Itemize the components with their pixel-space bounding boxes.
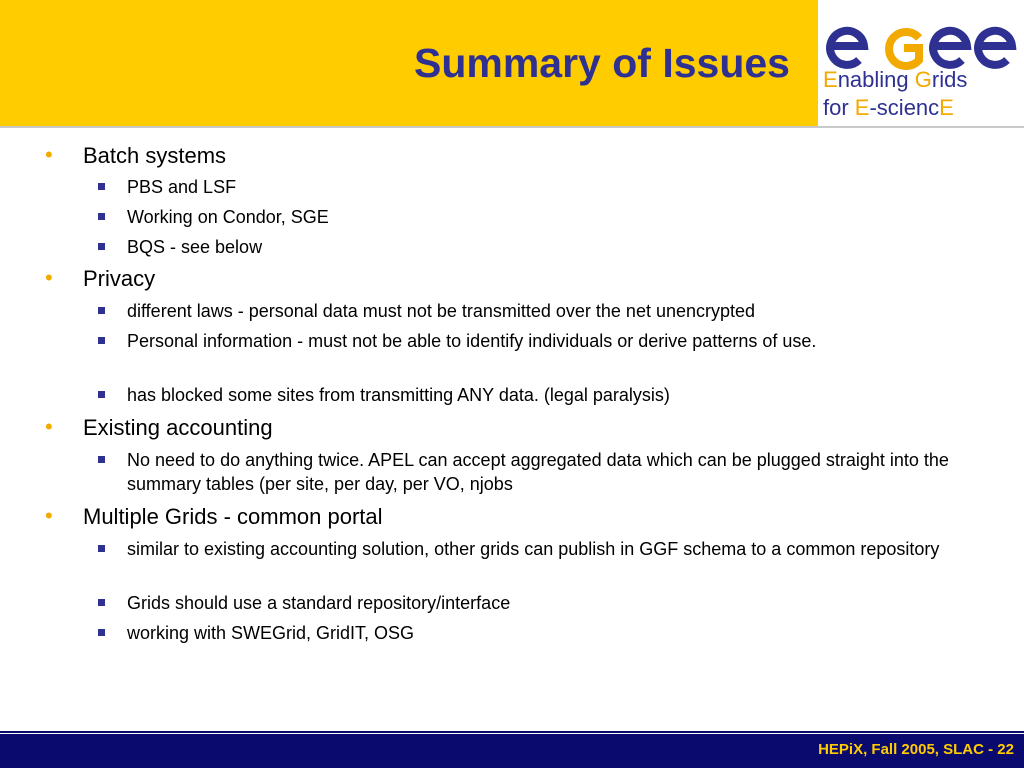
square-bullet-icon: [98, 391, 105, 398]
square-bullet-icon: [98, 599, 105, 606]
sub-bullet: different laws - personal data must not be transmitted over the net unencrypted: [127, 299, 967, 323]
header-divider: [0, 126, 1024, 128]
square-bullet-icon: [98, 456, 105, 463]
footer-text: HEPiX, Fall 2005, SLAC - 22: [818, 741, 1014, 758]
slide-title: Summary of Issues: [414, 40, 790, 86]
bullet-icon: •: [45, 503, 53, 528]
bullet-privacy: • Privacy: [45, 265, 156, 291]
square-bullet-icon: [98, 307, 105, 314]
egee-wordmark-icon: [818, 14, 1024, 74]
square-bullet-icon: [98, 243, 105, 250]
sub-bullet: Personal information - must not be able to identify individuals or derive patterns of use.: [127, 329, 967, 353]
sub-bullet: BQS - see below: [127, 235, 967, 259]
sub-bullet: Grids should use a standard repository/interface: [127, 591, 967, 615]
sub-bullet: similar to existing accounting solution, other grids can publish in GGF schema to a common repository: [127, 537, 967, 561]
square-bullet-icon: [98, 629, 105, 636]
logo-tagline-line2: for E-sciencE: [823, 95, 954, 120]
sub-bullet: Working on Condor, SGE: [127, 205, 967, 229]
bullet-icon: •: [45, 414, 53, 439]
sub-bullet: PBS and LSF: [127, 175, 967, 199]
logo-tagline-line1: Enabling Grids: [823, 67, 968, 92]
bullet-batch-systems: • Batch systems: [45, 142, 227, 168]
square-bullet-icon: [98, 183, 105, 190]
bullet-existing-accounting: • Existing accounting: [45, 414, 273, 440]
square-bullet-icon: [98, 337, 105, 344]
sub-bullet: has blocked some sites from transmitting ANY data. (legal paralysis): [127, 383, 967, 407]
square-bullet-icon: [98, 545, 105, 552]
sub-bullet: No need to do anything twice. APEL can accept aggregated data which can be plugged straight into the summary tables (per site, per day, per VO, njobs: [127, 448, 967, 496]
sub-bullet: working with SWEGrid, GridIT, OSG: [127, 621, 967, 645]
egee-logo: [818, 0, 1024, 126]
footer-divider: [0, 731, 1024, 733]
bullet-multiple-grids: • Multiple Grids - common portal: [45, 503, 383, 529]
bullet-icon: •: [45, 265, 53, 290]
bullet-icon: •: [45, 142, 53, 167]
square-bullet-icon: [98, 213, 105, 220]
